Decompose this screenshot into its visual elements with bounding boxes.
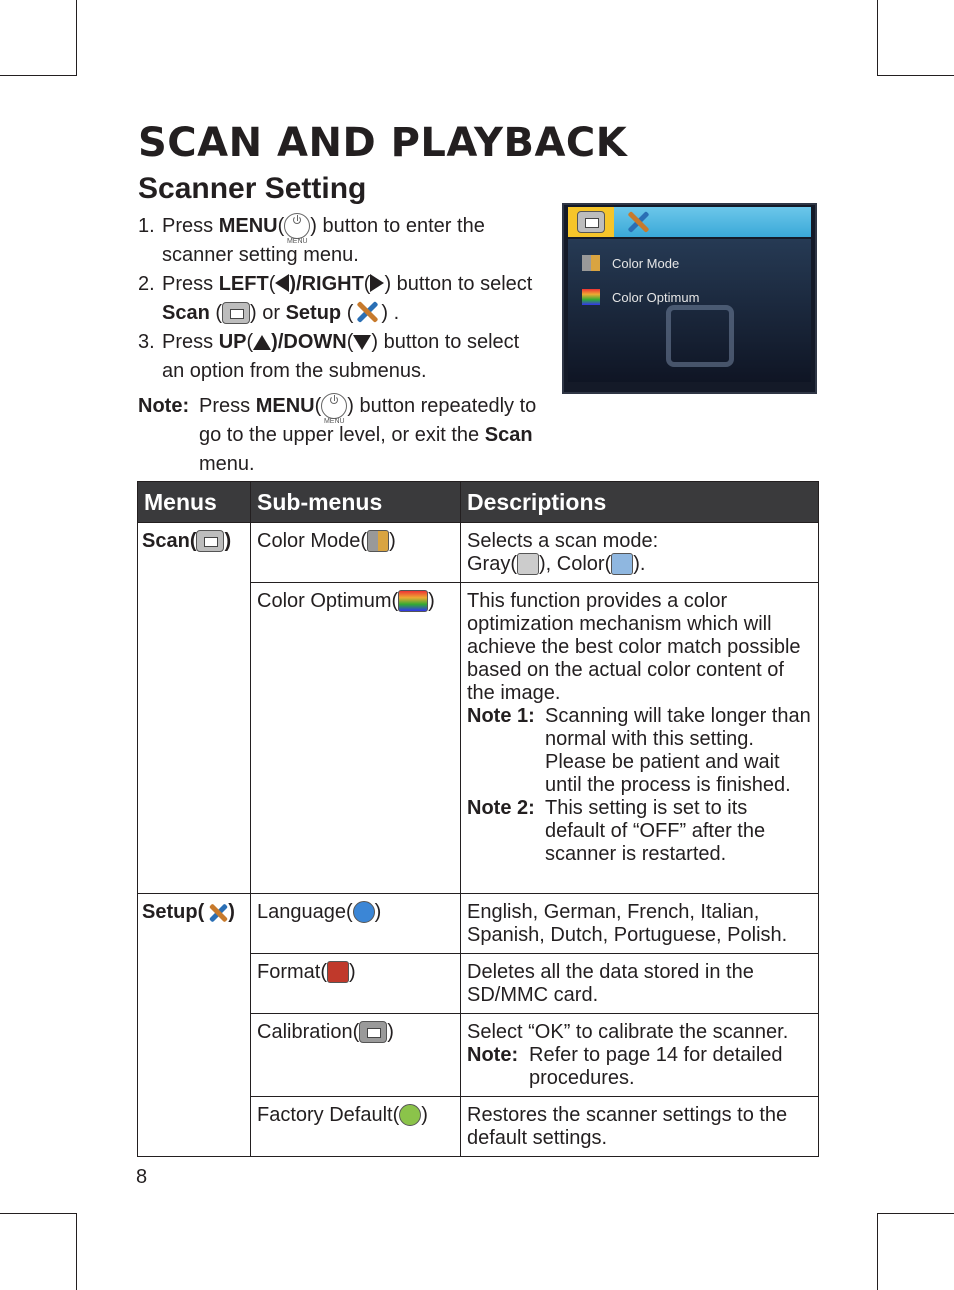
note-label: Note: — [138, 395, 190, 417]
page-number: 8 — [136, 1166, 148, 1188]
column-header: Sub-menus — [251, 482, 461, 523]
column-header: Descriptions — [461, 482, 819, 523]
submenu-cell: Color Mode( ) — [251, 523, 461, 583]
step-text: Press — [162, 331, 219, 353]
setup-tools-icon — [624, 209, 652, 235]
description-text: Selects a scan mode: — [467, 530, 659, 552]
note-body — [138, 392, 538, 479]
color-mode-icon — [582, 255, 600, 271]
down-arrow-icon — [353, 335, 371, 350]
crop-mark — [0, 75, 76, 76]
step-number: 1. — [138, 215, 155, 237]
color-optimum-icon — [582, 289, 600, 305]
crop-mark — [76, 0, 77, 76]
scan-icon — [577, 211, 605, 233]
step-text: ( — [277, 215, 285, 237]
factory-reset-icon — [399, 1104, 421, 1126]
note-keyword: Scan — [484, 424, 533, 446]
color-mode-icon — [367, 530, 389, 552]
description-text: Gray( ), Color( ). — [467, 553, 646, 575]
crop-mark — [877, 75, 954, 76]
section-title: Scanner Setting — [138, 172, 367, 205]
step-text: ) button to enter the scanner setting menu. — [162, 215, 485, 266]
right-arrow-icon — [370, 274, 384, 292]
description-cell: Restores the scanner settings to the default settings. — [461, 1097, 819, 1157]
description-cell — [461, 583, 819, 894]
scanner-watermark-icon — [666, 305, 734, 367]
step-text: ) button to select — [384, 273, 533, 295]
submenu-cell: Format( ) — [251, 954, 461, 1014]
column-header: Menus — [138, 482, 251, 523]
crop-mark — [0, 1213, 76, 1214]
screen-tab-bar — [568, 207, 811, 237]
crop-mark — [877, 1213, 878, 1290]
scan-icon — [196, 530, 224, 552]
description-text: This function provides a color optimization mechanism which will achieve the best color match possible based on the actual color content of the image. — [467, 590, 801, 704]
step-text: ( — [341, 302, 354, 324]
description-text: Select “OK” to calibrate the scanner. — [467, 1021, 789, 1043]
step-keyword: Scan — [162, 302, 210, 324]
globe-icon — [353, 901, 375, 923]
table-row — [138, 523, 819, 583]
calibration-icon — [359, 1021, 387, 1043]
crop-mark — [76, 1213, 77, 1290]
step-keyword: MENU — [218, 215, 278, 237]
step-number: 2. — [138, 273, 155, 295]
menu-button-icon: MENU — [284, 213, 310, 239]
description-cell: English, German, French, Italian, Spanish, Dutch, Portuguese, Polish. — [461, 894, 819, 954]
step-text: ( — [346, 331, 354, 353]
setup-tools-icon — [353, 299, 381, 325]
step-text: ( — [363, 273, 371, 295]
step-1 — [138, 212, 538, 270]
submenu-cell: Calibration( ) — [251, 1014, 461, 1097]
settings-table — [137, 481, 819, 1157]
description-cell: Deletes all the data stored in the SD/MMC card. — [461, 954, 819, 1014]
menu-cell-scan: Scan( ) — [138, 523, 251, 894]
note-text: ) button repeatedly to go to the upper level, or exit the — [199, 395, 537, 446]
step-text: Press — [162, 215, 219, 237]
steps-list — [138, 212, 538, 386]
table-row — [138, 894, 819, 954]
device-screen-image — [562, 203, 817, 394]
note-2: Note 2: This setting is set to its default of “OFF” after the scanner is restarted. — [467, 797, 766, 865]
calibration-note: Note: Refer to page 14 for detailed procedures. — [467, 1044, 783, 1089]
page-title: SCAN AND PLAYBACK — [138, 120, 628, 166]
step-text: ) . — [381, 302, 400, 324]
crop-mark — [877, 0, 878, 76]
step-keyword: UP — [218, 331, 247, 353]
step-text: ( — [268, 273, 276, 295]
step-text: Press — [162, 273, 219, 295]
step-2 — [138, 270, 538, 328]
up-arrow-icon — [253, 335, 271, 350]
step-number: 3. — [138, 331, 155, 353]
step-keyword: Setup — [285, 302, 342, 324]
step-text: ( — [209, 302, 223, 324]
color-optimum-icon — [398, 590, 428, 612]
note-keyword: MENU — [255, 395, 315, 417]
step-text: ) button to select an option from the submenus. — [162, 331, 520, 382]
menu-button-icon: MENU — [321, 393, 347, 419]
note-text: ( — [314, 395, 322, 417]
setup-tools-icon — [204, 902, 228, 924]
note-1: Note 1: Scanning will take longer than normal with this setting. Please be patient and wait until the process is finished. — [467, 705, 811, 796]
crop-mark — [877, 1213, 954, 1214]
submenu-cell: Language( ) — [251, 894, 461, 954]
table-header-row — [138, 482, 819, 523]
note-block — [138, 392, 538, 479]
screen-menu-panel — [568, 239, 811, 382]
scan-icon — [222, 302, 250, 324]
note-text: menu. — [199, 453, 255, 475]
step-keyword: )/DOWN — [271, 331, 347, 353]
step-text: ( — [246, 331, 254, 353]
format-card-icon — [327, 961, 349, 983]
step-text: ) or — [250, 302, 286, 324]
step-keyword: )/RIGHT — [289, 273, 364, 295]
step-keyword: LEFT — [218, 273, 269, 295]
screen-menu-item: Color Mode — [612, 256, 680, 271]
submenu-cell: Color Optimum( ) — [251, 583, 461, 894]
description-cell — [461, 523, 819, 583]
color-mode-icon — [611, 553, 633, 575]
menu-cell-setup: Setup( ) — [138, 894, 251, 1157]
screen-scan-tab — [568, 207, 614, 237]
step-3 — [138, 328, 538, 386]
left-arrow-icon — [275, 274, 289, 292]
submenu-cell: Factory Default( ) — [251, 1097, 461, 1157]
note-text: Press — [199, 395, 256, 417]
gray-mode-icon — [517, 553, 539, 575]
description-cell — [461, 1014, 819, 1097]
screen-menu-item: Color Optimum — [612, 290, 700, 305]
